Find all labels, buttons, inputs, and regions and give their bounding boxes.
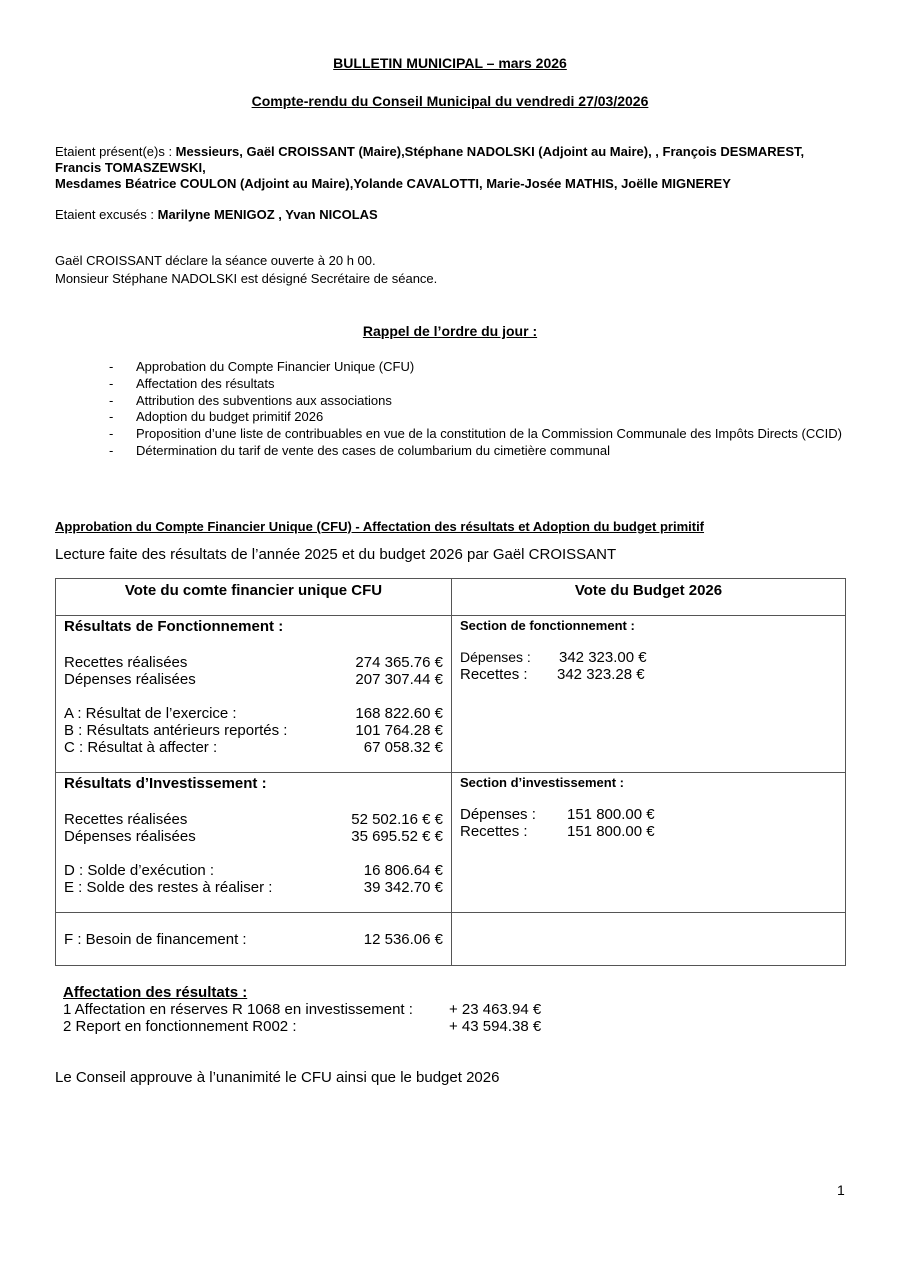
table-row: Recettes réalisées 274 365.76 € bbox=[64, 654, 443, 671]
presents-line-2: Francis TOMASZEWSKI, bbox=[55, 160, 206, 175]
investissement-title: Résultats d’Investissement : bbox=[64, 775, 267, 792]
opening-line-1: Gaël CROISSANT déclare la séance ouverte à 20 h 00. bbox=[55, 253, 376, 268]
table-row: Dépenses : 151 800.00 € bbox=[460, 806, 655, 823]
table-row: E : Solde des restes à réaliser : 39 342.70 € bbox=[64, 879, 443, 896]
meeting-subtitle: Compte-rendu du Conseil Municipal du vendredi 27/03/2026 bbox=[251, 93, 649, 109]
lecture-text: Lecture faite des résultats de l’année 2025 et du budget 2026 par Gaël CROISSANT bbox=[55, 546, 617, 563]
presents-names-1: Messieurs, Gaël CROISSANT (Maire),Stéphane NADOLSKI (Adjoint au Maire), , François DESMAREST, bbox=[175, 144, 805, 159]
presents-line-1 bbox=[55, 144, 804, 160]
agenda-item: - Proposition d’une liste de contribuables en vue de la constitution de la Commission Communale des Impôts Directs (CCID) bbox=[109, 426, 842, 442]
excuses-label: Etaient excusés : bbox=[55, 207, 158, 222]
table-row: Dépenses réalisées 207 307.44 € bbox=[64, 671, 443, 688]
table-row: B : Résultats antérieurs reportés : 101 764.28 € bbox=[64, 722, 443, 739]
table-row: A : Résultat de l’exercice : 168 822.60 € bbox=[64, 705, 443, 722]
opening-line-2: Monsieur Stéphane NADOLSKI est désigné Secrétaire de séance. bbox=[55, 271, 438, 286]
affectation-block bbox=[63, 984, 541, 1035]
agenda-item: - Détermination du tarif de vente des cases de columbarium du cimetière communal bbox=[109, 442, 611, 458]
empty-cell bbox=[452, 913, 846, 966]
budget-fonctionnement-title: Section de fonctionnement : bbox=[460, 618, 635, 633]
investissement-results-cell bbox=[56, 773, 452, 913]
section-title: Approbation du Compte Financier Unique (CFU) - Affectation des résultats et Adoption du budget primitif bbox=[55, 519, 705, 534]
bulletin-title: BULLETIN MUNICIPAL – mars 2026 bbox=[333, 55, 567, 71]
col-header-cfu: Vote du comte financier unique CFU bbox=[124, 582, 383, 599]
presents-label: Etaient présent(e)s : bbox=[55, 144, 176, 159]
fonctionnement-results-cell bbox=[56, 616, 452, 773]
table-row: D : Solde d’exécution : 16 806.64 € bbox=[64, 862, 443, 879]
agenda-item: - Attribution des subventions aux associations bbox=[109, 392, 392, 408]
page-number: 1 bbox=[837, 1182, 845, 1198]
agenda-item: - Approbation du Compte Financier Unique (CFU) bbox=[109, 359, 415, 374]
agenda-title: Rappel de l’ordre du jour : bbox=[362, 323, 538, 339]
table-row: Recettes : 342 323.28 € bbox=[460, 666, 645, 683]
table-row: Dépenses : 342 323.00 € bbox=[460, 649, 647, 666]
budget-investissement-cell bbox=[452, 773, 846, 913]
affectation-row: 1 Affectation en réserves R 1068 en investissement : + 23 463.94 € bbox=[63, 1001, 542, 1018]
table-row: Recettes : 151 800.00 € bbox=[460, 823, 655, 840]
presents-line-3: Mesdames Béatrice COULON (Adjoint au Maire),Yolande CAVALOTTI, Marie-Josée MATHIS, Joëlle MIGNEREY bbox=[55, 176, 731, 191]
affectation-title: Affectation des résultats : bbox=[63, 984, 248, 1001]
fonctionnement-title: Résultats de Fonctionnement : bbox=[64, 618, 284, 635]
budget-fonctionnement-cell bbox=[452, 616, 846, 773]
excuses-line bbox=[55, 207, 378, 223]
besoin-cell bbox=[56, 913, 452, 966]
agenda-item: - Affectation des résultats bbox=[109, 375, 275, 391]
budget-investissement-title: Section d’investissement : bbox=[460, 775, 624, 790]
affectation-row: 2 Report en fonctionnement R002 : + 43 594.38 € bbox=[63, 1018, 542, 1035]
col-header-budget: Vote du Budget 2026 bbox=[574, 582, 723, 599]
conclusion-text: Le Conseil approuve à l’unanimité le CFU ainsi que le budget 2026 bbox=[55, 1069, 500, 1086]
table-row: F : Besoin de financement : 12 536.06 € bbox=[64, 930, 443, 948]
excuses-names: Marilyne MENIGOZ , Yvan NICOLAS bbox=[157, 207, 378, 222]
agenda-item: - Adoption du budget primitif 2026 bbox=[109, 409, 324, 425]
table-row: Recettes réalisées 52 502.16 € € bbox=[64, 811, 443, 828]
table-row: Dépenses réalisées 35 695.52 € € bbox=[64, 828, 443, 845]
agenda-list bbox=[55, 359, 847, 460]
results-table bbox=[55, 578, 846, 966]
table-row: C : Résultat à affecter : 67 058.32 € bbox=[64, 739, 443, 756]
